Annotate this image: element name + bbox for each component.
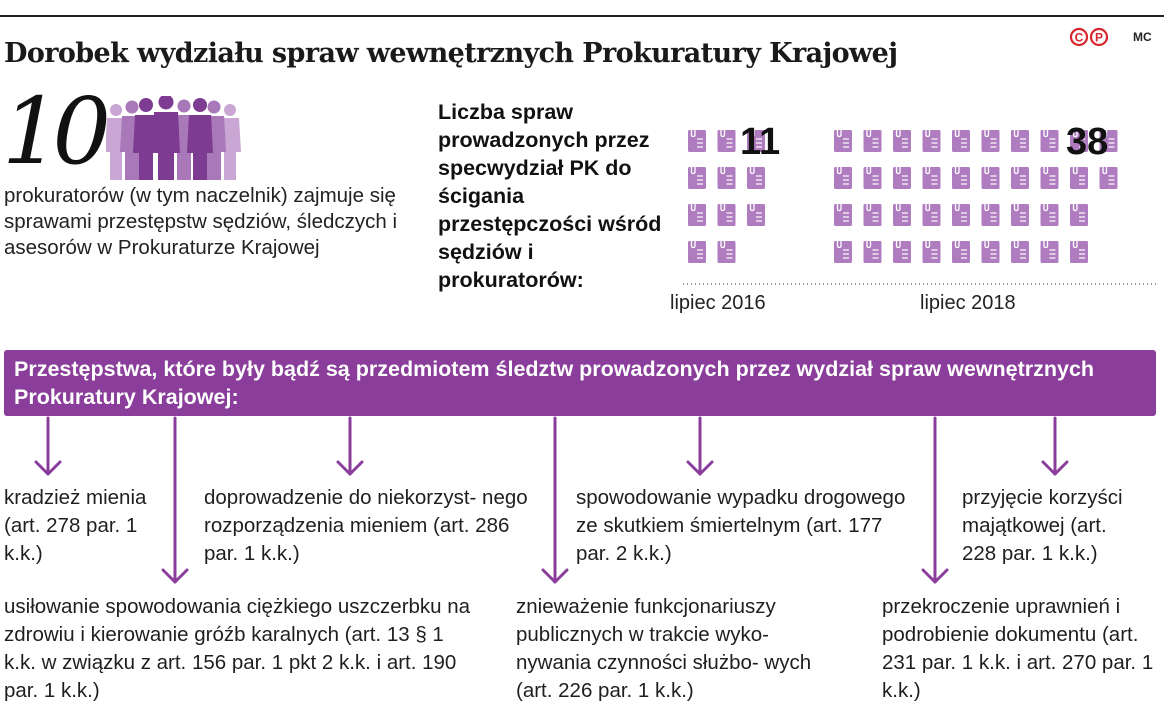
top-rule: [0, 15, 1164, 17]
period-label-2018: lipiec 2018: [920, 292, 1016, 314]
case-icon: [982, 165, 1000, 190]
crime-item-4: przyjęcie korzyści majątkowej (art. 228 par. 1 k.k.): [962, 486, 1123, 565]
case-icon: [688, 239, 706, 264]
case-icon: [688, 128, 706, 153]
crime-item-1: kradzież mienia (art. 278 par. 1 k.k.): [4, 486, 147, 565]
case-icon: [834, 239, 852, 264]
case-icon: [747, 202, 765, 227]
prosecutors-description: prokuratorów (w tym naczelnik) zajmuje się sprawami przestępstw sędziów, śledczych i asesorów w Prokuraturze Krajowej: [4, 184, 398, 259]
author-initials: MC: [1133, 30, 1152, 44]
case-icon: [864, 239, 882, 264]
case-icon: [1041, 239, 1059, 264]
case-icon: [718, 165, 736, 190]
case-icon: [893, 128, 911, 153]
case-icon: [688, 165, 706, 190]
case-icon: [1100, 165, 1118, 190]
svg-text:P: P: [1094, 30, 1104, 45]
case-icon: [952, 165, 970, 190]
cases-title: Liczba spraw prowadzonych przez specwydział PK do ścigania przestępczości wśród sędziów i prokuratorów:: [438, 100, 662, 292]
case-icon: [952, 239, 970, 264]
crime-item-3: spowodowanie wypadku drogowego ze skutkiem śmiertelnym (art. 177 par. 2 k.k.): [576, 486, 906, 565]
case-icon: [893, 202, 911, 227]
case-icon: [1011, 165, 1029, 190]
case-icon: [982, 239, 1000, 264]
svg-text:C: C: [1074, 30, 1084, 45]
people-group-icon: [106, 96, 246, 182]
case-icon: [1011, 202, 1029, 227]
value-label: 11: [740, 121, 781, 163]
case-icon: [688, 202, 706, 227]
case-icon: [834, 165, 852, 190]
crime-item-6: znieważenie funkcjonariuszy publicznych w trakcie wyko- nywania czynności służbo- wych (art. 226 par. 1 k.k.): [516, 595, 812, 702]
case-icon: [982, 202, 1000, 227]
case-icon: [1070, 239, 1088, 264]
case-icon: [923, 239, 941, 264]
prosecutor-count: 10: [2, 78, 104, 185]
page-title: Dorobek wydziału spraw wewnętrznych Prokuratury Krajowej: [4, 38, 898, 69]
crime-item-7: przekroczenie uprawnień i podrobienie dokumentu (art. 231 par. 1 k.k. i art. 270 par. 1 k.k.): [882, 595, 1154, 702]
case-icon: [1041, 165, 1059, 190]
case-icon: [923, 165, 941, 190]
case-icon: [834, 128, 852, 153]
period-label-2016: lipiec 2016: [670, 292, 766, 314]
case-icon: [1011, 128, 1029, 153]
publisher-logo-icon: [1070, 27, 1110, 47]
case-icon: [982, 128, 1000, 153]
case-icon: [893, 239, 911, 264]
case-icon: [747, 165, 765, 190]
cases-pictogram-chart: [680, 110, 1160, 310]
case-icon: [952, 202, 970, 227]
case-icon: [864, 165, 882, 190]
case-icon: [1070, 202, 1088, 227]
case-icon: [893, 165, 911, 190]
value-label: 38: [1066, 121, 1109, 163]
case-icon: [1041, 128, 1059, 153]
case-icon: [834, 202, 852, 227]
crime-item-2: doprowadzenie do niekorzyst- nego rozporządzenia mieniem (art. 286 par. 1 k.k.): [204, 486, 528, 565]
case-icon: [718, 128, 736, 153]
case-icon: [1041, 202, 1059, 227]
banner-text: Przestępstwa, które były bądź są przedmiotem śledztw prowadzonych przez wydział spraw wewnętrznych Prokuratury Krajowej:: [14, 357, 1095, 409]
case-icon: [864, 202, 882, 227]
case-icon: [923, 128, 941, 153]
crime-item-5: usiłowanie spowodowania ciężkiego uszczerbku na zdrowiu i kierowanie gróźb karalnych (art. 13 § 1 k.k. w związku z art. 156 par. 1 pkt 2 k.k. i art. 190 par. 1 k.k.): [4, 595, 471, 702]
case-icon: [864, 128, 882, 153]
case-icon: [718, 202, 736, 227]
case-icon: [952, 128, 970, 153]
case-icon: [923, 202, 941, 227]
case-icon: [1070, 165, 1088, 190]
case-icon: [1011, 239, 1029, 264]
case-icon: [718, 239, 736, 264]
